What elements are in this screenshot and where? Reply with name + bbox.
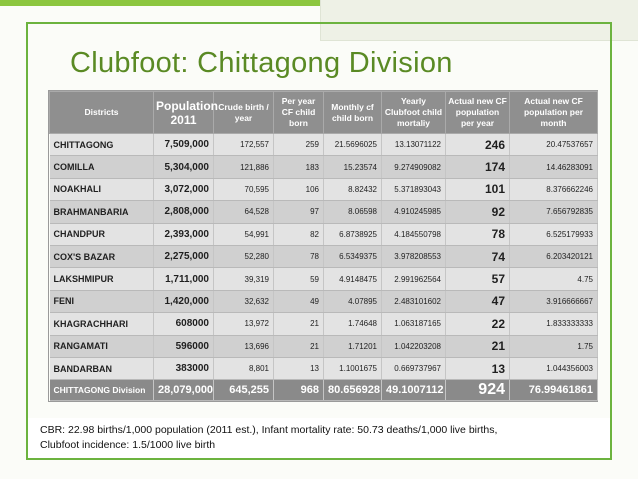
cell-per-year-cf: 78	[274, 245, 324, 267]
table-total-row	[50, 380, 598, 401]
cell-actual-year: 174	[446, 156, 510, 178]
cell-per-year-cf: 259	[274, 134, 324, 156]
cell-monthly-cf: 4.9148475	[324, 268, 382, 290]
cell-population: 5,304,000	[154, 156, 214, 178]
table-row	[50, 223, 598, 245]
total-monthly-cf: 80.656928	[324, 380, 382, 401]
table-row	[50, 313, 598, 335]
cell-district: LAKSHMIPUR	[50, 268, 154, 290]
cell-district: COX'S BAZAR	[50, 245, 154, 267]
cell-yearly-mortality: 4.910245985	[382, 201, 446, 223]
cell-actual-month: 8.376662246	[510, 178, 598, 200]
cell-yearly-mortality: 5.371893043	[382, 178, 446, 200]
table-row	[50, 178, 598, 200]
total-district: CHITTAGONG Division	[50, 380, 154, 401]
cell-crude-birth: 54,991	[214, 223, 274, 245]
table-row	[50, 290, 598, 312]
cell-yearly-mortality: 2.483101602	[382, 290, 446, 312]
cell-actual-month: 1.75	[510, 335, 598, 357]
cell-crude-birth: 8,801	[214, 357, 274, 379]
cell-crude-birth: 13,696	[214, 335, 274, 357]
total-population: 28,079,000	[154, 380, 214, 401]
cell-monthly-cf: 1.1001675	[324, 357, 382, 379]
cell-actual-month: 1.044356003	[510, 357, 598, 379]
total-crude-birth: 645,255	[214, 380, 274, 401]
header-actual-year: Actual new CF population per year	[446, 92, 510, 134]
data-table-wrapper	[48, 90, 598, 402]
header-actual-month: Actual new CF population per month	[510, 92, 598, 134]
cell-actual-month: 4.75	[510, 268, 598, 290]
cell-per-year-cf: 183	[274, 156, 324, 178]
cell-actual-year: 78	[446, 223, 510, 245]
clubfoot-data-table	[49, 91, 598, 401]
cell-monthly-cf: 1.71201	[324, 335, 382, 357]
footnote-box	[28, 418, 610, 458]
cell-monthly-cf: 4.07895	[324, 290, 382, 312]
cell-monthly-cf: 15.23574	[324, 156, 382, 178]
cell-population: 2,275,000	[154, 245, 214, 267]
cell-crude-birth: 13,972	[214, 313, 274, 335]
cell-per-year-cf: 21	[274, 335, 324, 357]
cell-district: COMILLA	[50, 156, 154, 178]
cell-actual-month: 14.46283091	[510, 156, 598, 178]
cell-actual-year: 47	[446, 290, 510, 312]
cell-actual-month: 20.47537657	[510, 134, 598, 156]
table-row	[50, 357, 598, 379]
cell-district: RANGAMATI	[50, 335, 154, 357]
cell-monthly-cf: 21.5696025	[324, 134, 382, 156]
cell-yearly-mortality: 1.042203208	[382, 335, 446, 357]
table-row	[50, 134, 598, 156]
footnote-line-2: Clubfoot incidence: 1.5/1000 live birth	[40, 439, 216, 451]
table-header-row	[50, 92, 598, 134]
cell-district: FENI	[50, 290, 154, 312]
table-row	[50, 268, 598, 290]
footnote-line-1: CBR: 22.98 births/1,000 population (2011 est.), Infant mortality rate: 50.73 deaths/1,000 live births,	[40, 424, 498, 436]
cell-monthly-cf: 1.74648	[324, 313, 382, 335]
total-per-year-cf: 968	[274, 380, 324, 401]
cell-yearly-mortality: 0.669737967	[382, 357, 446, 379]
header-districts: Districts	[50, 92, 154, 134]
cell-actual-year: 22	[446, 313, 510, 335]
cell-yearly-mortality: 3.978208553	[382, 245, 446, 267]
cell-actual-year: 246	[446, 134, 510, 156]
total-actual-year: 924	[446, 380, 510, 401]
cell-per-year-cf: 13	[274, 357, 324, 379]
cell-population: 3,072,000	[154, 178, 214, 200]
cell-per-year-cf: 106	[274, 178, 324, 200]
cell-actual-year: 57	[446, 268, 510, 290]
cell-district: CHITTAGONG	[50, 134, 154, 156]
total-actual-month: 76.99461861	[510, 380, 598, 401]
cell-district: BANDARBAN	[50, 357, 154, 379]
cell-actual-year: 74	[446, 245, 510, 267]
header-population: Population 2011	[154, 92, 214, 134]
cell-population: 608000	[154, 313, 214, 335]
cell-crude-birth: 32,632	[214, 290, 274, 312]
cell-population: 7,509,000	[154, 134, 214, 156]
table-row	[50, 156, 598, 178]
table-row	[50, 201, 598, 223]
table-body	[50, 134, 598, 401]
cell-actual-year: 13	[446, 357, 510, 379]
cell-yearly-mortality: 13.13071122	[382, 134, 446, 156]
cell-per-year-cf: 49	[274, 290, 324, 312]
header-monthly-cf: Monthly cf child born	[324, 92, 382, 134]
cell-per-year-cf: 97	[274, 201, 324, 223]
cell-population: 1,711,000	[154, 268, 214, 290]
cell-per-year-cf: 21	[274, 313, 324, 335]
cell-crude-birth: 121,886	[214, 156, 274, 178]
cell-monthly-cf: 8.06598	[324, 201, 382, 223]
cell-actual-month: 7.656792835	[510, 201, 598, 223]
slide-title: Clubfoot: Chittagong Division	[70, 47, 453, 79]
cell-population: 2,393,000	[154, 223, 214, 245]
cell-actual-year: 21	[446, 335, 510, 357]
cell-monthly-cf: 6.5349375	[324, 245, 382, 267]
cell-actual-month: 3.916666667	[510, 290, 598, 312]
cell-population: 2,808,000	[154, 201, 214, 223]
cell-yearly-mortality: 9.274909082	[382, 156, 446, 178]
cell-actual-month: 6.525179933	[510, 223, 598, 245]
cell-actual-month: 1.833333333	[510, 313, 598, 335]
total-yearly-mortality: 49.1007112	[382, 380, 446, 401]
cell-per-year-cf: 59	[274, 268, 324, 290]
cell-population: 596000	[154, 335, 214, 357]
cell-crude-birth: 70,595	[214, 178, 274, 200]
cell-monthly-cf: 8.82432	[324, 178, 382, 200]
cell-district: CHANDPUR	[50, 223, 154, 245]
cell-population: 383000	[154, 357, 214, 379]
header-yearly-mortality: Yearly Clubfoot child mortaliy	[382, 92, 446, 134]
header-crude-birth: Crude birth / year	[214, 92, 274, 134]
cell-monthly-cf: 6.8738925	[324, 223, 382, 245]
cell-district: KHAGRACHHARI	[50, 313, 154, 335]
cell-yearly-mortality: 2.991962564	[382, 268, 446, 290]
cell-actual-year: 92	[446, 201, 510, 223]
cell-actual-month: 6.203420121	[510, 245, 598, 267]
cell-crude-birth: 64,528	[214, 201, 274, 223]
header-per-year-cf: Per year CF child born	[274, 92, 324, 134]
cell-yearly-mortality: 1.063187165	[382, 313, 446, 335]
cell-district: NOAKHALI	[50, 178, 154, 200]
cell-crude-birth: 52,280	[214, 245, 274, 267]
cell-crude-birth: 172,557	[214, 134, 274, 156]
cell-yearly-mortality: 4.184550798	[382, 223, 446, 245]
cell-district: BRAHMANBARIA	[50, 201, 154, 223]
cell-crude-birth: 39,319	[214, 268, 274, 290]
table-row	[50, 245, 598, 267]
cell-per-year-cf: 82	[274, 223, 324, 245]
cell-population: 1,420,000	[154, 290, 214, 312]
table-row	[50, 335, 598, 357]
cell-actual-year: 101	[446, 178, 510, 200]
